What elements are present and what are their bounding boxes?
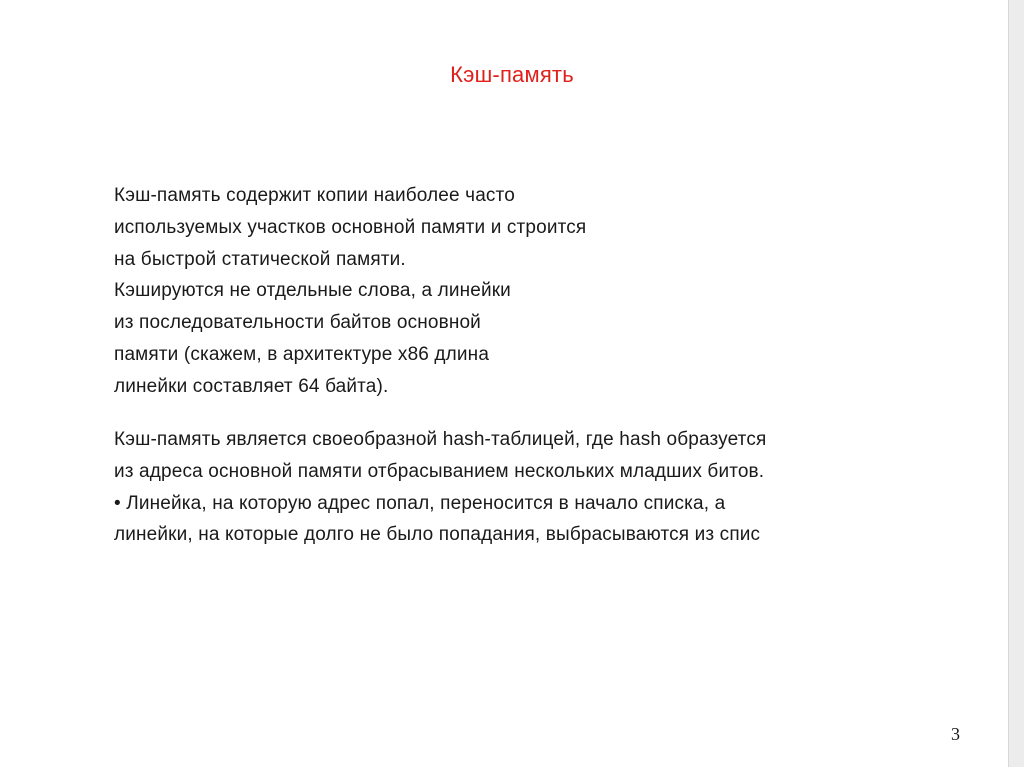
slide-title: Кэш-память xyxy=(450,62,574,87)
bullet-line: • Линейка, на которую адрес попал, переносится в начало списка, а xyxy=(114,492,726,514)
text-line: памяти (скажем, в архитектуре x86 длина xyxy=(114,343,490,365)
text-line: линейки, на которые долго не было попадания, выбрасываются из спис xyxy=(114,524,761,546)
text-line: Кэш-память содержит копии наиболее часто xyxy=(114,185,515,206)
text-line: Кэшируются не отдельные слова, а линейки xyxy=(114,280,511,302)
text-line: Кэш-память является своеобразной hash-таблицей, где hash образуется xyxy=(114,429,767,450)
text-line: из адреса основной памяти отбрасыванием нескольких младших битов. xyxy=(114,460,765,482)
text-line: из последовательности байтов основной xyxy=(114,312,481,334)
paragraph-cache-description xyxy=(114,180,586,403)
text-line: линейки составляет 64 байта). xyxy=(114,375,389,397)
text-line: используемых участков основной памяти и строится xyxy=(114,216,587,238)
text-line: на быстрой статической памяти. xyxy=(114,248,406,270)
paragraph-hash-table xyxy=(114,424,766,551)
page-number: 3 xyxy=(951,724,960,744)
